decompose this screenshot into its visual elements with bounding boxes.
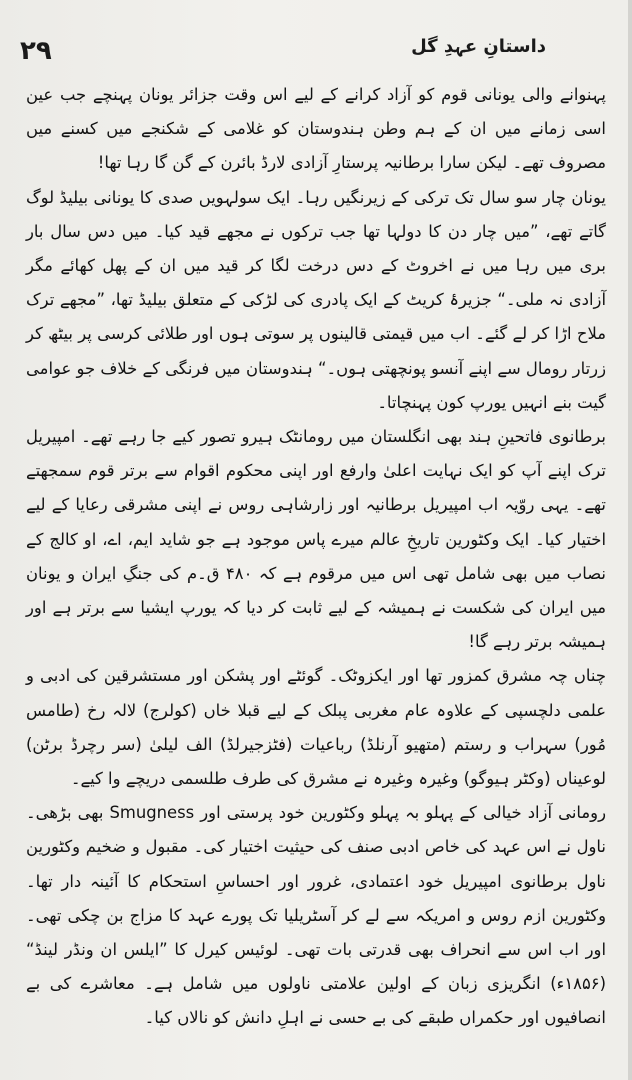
- paragraph: چناں چہ مشرق کمزور تھا اور ایکزوٹک۔ گوئٹے اور پشکن اور مستشرقین کی ادبی و علمی دلچسپی کے علاوہ عام مغربی پبلک کے لیے قبلا خاں (کولرج) لالہ رخ (طامس مُور) سہراب و رستم (متھیو آرنلڈ) رباعیات (فٹزجیرلڈ) الف لیلیٰ (سر رچرڈ برٹن) لوعیناں (وکٹر ہیوگو) وغیرہ وغیرہ نے مشرق کی طرف طلسمی دریچے وا کیے۔: [26, 666, 606, 789]
- page-edge-shadow: [628, 0, 632, 1080]
- paragraph: پہنوانے والی یونانی قوم کو آزاد کرانے کے لیے اس وقت جزائر یونان پہنچے جب عین اسی زمانے میں ان کے ہم وطن ہندوستان کو غلامی کے شکنجے میں کسنے میں مصروف تھے۔ لیکن سارا برطانیہ پرستارِ آزادی لارڈ بائرن کے گن گا رہا تھا!: [26, 85, 606, 173]
- paragraph: یونان چار سو سال تک ترکی کے زیرنگیں رہا۔ ایک سولہویں صدی کا یونانی بیلیڈ لوگ گاتے تھے، ”میں چار دن کا دولہا تھا جب ترکوں نے مجھے قید کیا۔ میں دس سال بار بری میں رہا میں نے اخروٹ کے دس درخت لگا کر قید میں ان کے پھل کھائے مگر آزادی نہ ملی۔“ جزیرۂ کریٹ کے ایک پادری کی لڑکی کے متعلق بیلیڈ تھا، ”مجھے ترک ملاح اڑا کر لے گئے۔ اب میں قیمتی قالینوں پر سوتی ہوں اور طلائی کرسی پر بیٹھ کر زرتار رومال سے اپنے آنسو پونچھتی ہوں۔“ ہندوستان میں فرنگی کے خلاف جو عوامی گیت بنے انہیں یورپ کون پہنچاتا۔: [26, 187, 606, 412]
- paragraph: رومانی آزاد خیالی کے پہلو بہ پہلو وکٹورین خود پرستی اور Smugness بھی بڑھی۔ ناول نے اس عہد کی خاص ادبی صنف کی حیثیت اختیار کی۔ مقبول و ضخیم وکٹورین ناول برطانوی امپیریل خود اعتمادی، غرور اور احساسِ استحکام کا آئینہ دار تھا۔ وکٹورین ازم روس و امریکہ سے لے کر آسٹریلیا تک پورے عہد کا مزاج بن چکی تھی۔ اور اب اس سے انحراف بھی قدرتی بات تھی۔ لوئیس کیرل کا ”ایلس ان ونڈر لینڈ“ (۱۸۵۶ء) انگریزی زبان کے اولین علامتی ناولوں میں شامل ہے۔ معاشرے کی بے انصافیوں اور حکمراں طبقے کی بے حسی نے اہلِ دانش کو نالاں کیا۔: [26, 803, 606, 1028]
- paragraph: برطانوی فاتحینِ ہند بھی انگلستان میں رومانٹک ہیرو تصور کیے جا رہے تھے۔ امپیریل ترک اپنے آپ کو ایک نہایت اعلیٰ وارفع اور اپنی محکوم اقوام سے برتر قوم سمجھتے تھے۔ یہی روّیہ اب امپیریل برطانیہ اور زارشاہی روس نے اپنی مشرقی رعایا کے لیے اختیار کیا۔ ایک وکٹورین تاریخِ عالم میرے پاس موجود ہے جو شاید ایم، اے، او کالج کے نصاب میں بھی شامل تھی اس میں مرقوم ہے کہ ۴۸۰ ق۔م کی جنگِ ایران و یونان میں ایران کی شکست نے ہمیشہ کے لیے ثابت کر دیا کہ یورپ ایشیا سے برتر ہے اور ہمیشہ برتر رہے گا!: [26, 427, 606, 652]
- page-number: ۲۹: [20, 36, 52, 66]
- body-text: [26, 78, 606, 1036]
- running-title: داستانِ عہدِ گل: [411, 36, 546, 57]
